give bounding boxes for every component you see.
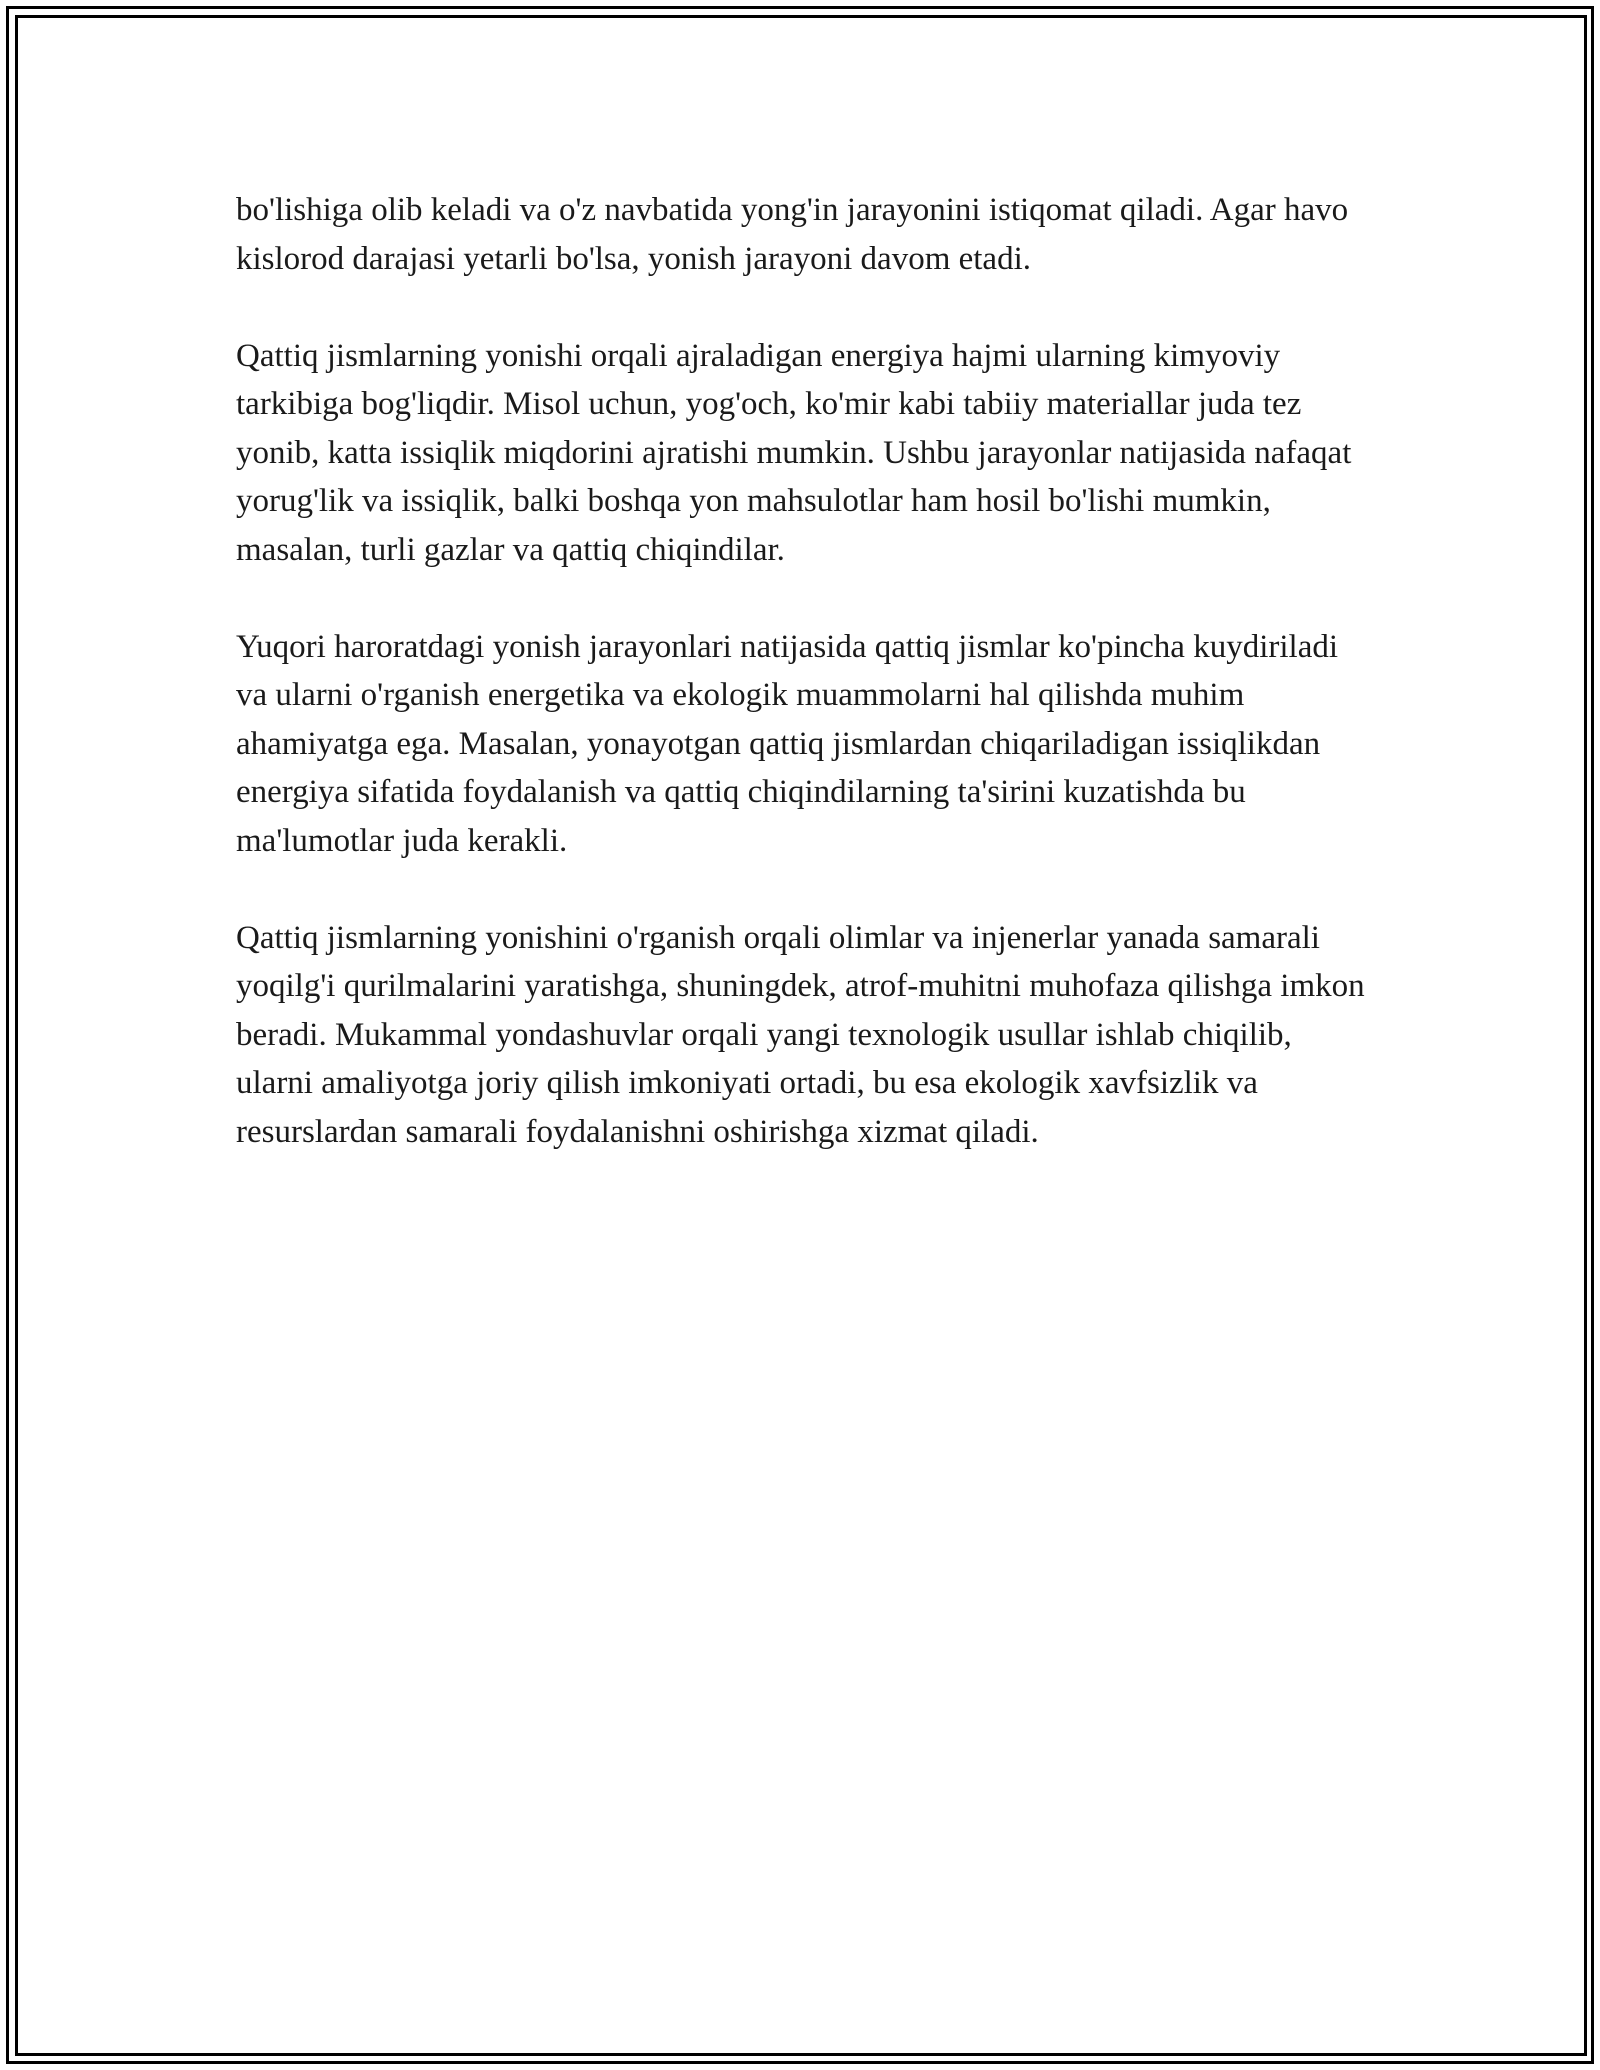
paragraph: Yuqori haroratdagi yonish jarayonlari natijasida qattiq jismlar ko'pincha kuydiriladi va ularni o'rganish energetika va ekologik muammolarni hal qilishda muhim ahamiyatga ega. Masalan, yonayotgan qattiq jismlardan chiqariladigan issiqlikdan energiya sifatida foydalanish va qattiq chiqindilarning ta'sirini kuzatishda bu ma'lumotlar juda kerakli. <box>236 628 1339 859</box>
document-body <box>236 186 1366 1156</box>
paragraph: Qattiq jismlarning yonishi orqali ajraladigan energiya hajmi ularning kimyoviy tarkibiga bog'liqdir. Misol uchun, yog'och, ko'mir kabi tabiiy materiallar juda tez yonib, katta issiqlik miqdorini ajratishi mumkin. Ushbu jarayonlar natijasida nafaqat yorug'lik va issiqlik, balki boshqa yon mahsulotlar ham hosil bo'lishi mumkin, masalan, turli gazlar va qattiq chiqindilar. <box>236 337 1352 568</box>
paragraph: bo'lishiga olib keladi va o'z navbatida yong'in jarayonini istiqomat qiladi. Agar havo kislorod darajasi yetarli bo'lsa, yonish jarayoni davom etadi. <box>236 192 1349 277</box>
paragraph: Qattiq jismlarning yonishini o'rganish orqali olimlar va injenerlar yanada samarali yoqilg'i qurilmalarini yaratishga, shuningdek, atrof-muhitni muhofaza qilishga imkon beradi. Mukammal yondashuvlar orqali yangi texnologik usullar ishlab chiqilib, ularni amaliyotga joriy qilish imkoniyati ortadi, bu esa ekologik xavfsizlik va resurslardan samarali foydalanishni oshirishga xizmat qiladi. <box>236 919 1365 1150</box>
